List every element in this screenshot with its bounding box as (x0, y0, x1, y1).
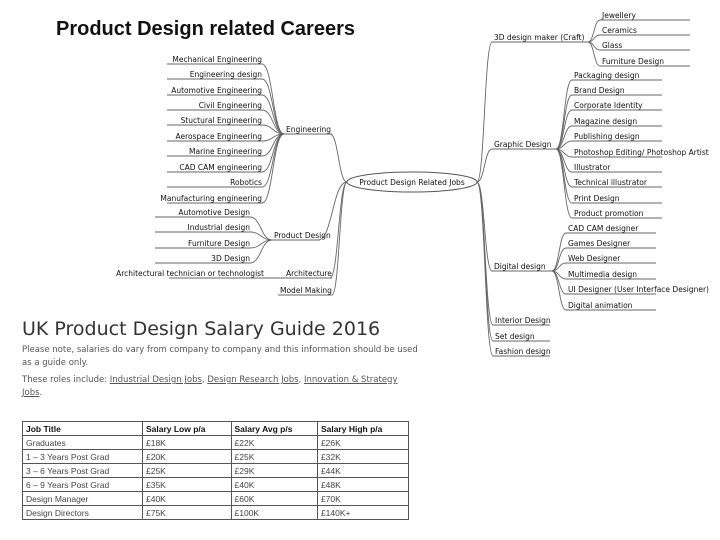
leaf-illustrator: Illustrator (574, 163, 611, 172)
table-cell: 1 – 3 Years Post Grad (23, 450, 143, 464)
connector-architecture (330, 182, 347, 278)
leaf-stuctural-engineering: Stuctural Engineering (180, 116, 262, 125)
leaf-furniture-design: Furniture Design (188, 239, 250, 248)
leaf-connector-mechanical-engineering (262, 64, 284, 134)
leaf-architectural-technician-or-technologist: Architectural technician or technologist (116, 269, 264, 278)
table-header-row (23, 422, 409, 436)
leaf-print-design: Print Design (574, 194, 620, 203)
leaf-magazine-design: Magazine design (574, 117, 638, 126)
table-cell: £40K (231, 478, 317, 492)
table-cell: £25K (142, 464, 231, 478)
leaf-ui-designer-user-interface-designer: UI Designer (User Interface Designer) (568, 285, 709, 294)
table-cell: Design Directors (23, 506, 143, 520)
table-cell: Graduates (23, 436, 143, 450)
column-header: Salary High p/a (317, 422, 408, 436)
leaf-web-designer: Web Designer (568, 254, 621, 263)
leaf-packaging-design: Packaging design (574, 71, 640, 80)
leaf-cad-cam-engineering: CAD CAM engineering (179, 163, 262, 172)
roles-note: These roles include: Industrial Design Jobs, Design Research Jobs, Innovation & Strategy Jobs. (22, 375, 398, 398)
salary-guide (22, 318, 420, 400)
table-cell: £140K+ (317, 506, 408, 520)
leaf-aerospace-engineering: Aerospace Engineering (175, 132, 262, 141)
leaf-ceramics: Ceramics (602, 26, 637, 35)
table-cell: £22K (231, 436, 317, 450)
table-cell: 6 – 9 Years Post Grad (23, 478, 143, 492)
leaf-connector-robotics (262, 134, 284, 187)
branch-interior-design: Interior Design (495, 316, 551, 325)
table-cell: 3 – 6 Years Post Grad (23, 464, 143, 478)
table-cell: £100K (231, 506, 317, 520)
leaf-publishing-design: Publishing design (574, 132, 640, 141)
table-row (23, 464, 409, 478)
table-cell: £35K (142, 478, 231, 492)
leaf-industrial-design: Industrial design (187, 223, 250, 232)
leaf-cad-cam-designer: CAD CAM designer (568, 224, 639, 233)
table-cell: £40K (142, 492, 231, 506)
column-header: Job Title (23, 422, 143, 436)
table-row (23, 450, 409, 464)
leaf-marine-engineering: Marine Engineering (189, 147, 262, 156)
design-research-jobs-link[interactable]: Design Research Jobs (207, 375, 299, 385)
table-cell: £60K (231, 492, 317, 506)
table-cell: £70K (317, 492, 408, 506)
connector-engineering (330, 134, 347, 182)
table-cell: £32K (317, 450, 408, 464)
branch-digital-design: Digital design (494, 262, 546, 271)
leaf-corporate-identity: Corporate Identity (574, 101, 643, 110)
leaf-multimedia-design: Multimedia design (568, 270, 637, 279)
table-cell: £75K (142, 506, 231, 520)
innovation-strategy-jobs-link[interactable]: Innovation & Strategy Jobs (22, 375, 398, 398)
leaf-engineering-design: Engineering design (189, 70, 262, 79)
table-cell: £25K (231, 450, 317, 464)
leaf-brand-design: Brand Design (574, 86, 625, 95)
leaf-digital-animation: Digital animation (568, 301, 633, 310)
leaf-manufacturing-engineering: Manufacturing engineering (160, 194, 262, 203)
leaf-3d-design: 3D Design (211, 254, 250, 263)
branch-product-design: Product Design (274, 231, 331, 240)
branch-model-making: Model Making (280, 286, 332, 295)
column-header: Salary Low p/a (142, 422, 231, 436)
leaf-connector-digital-animation (552, 271, 566, 310)
leaf-product-promotion: Product promotion (574, 209, 644, 218)
leaf-jewellery: Jewellery (602, 11, 636, 20)
table-row (23, 478, 409, 492)
branch-set-design: Set design (495, 332, 535, 341)
table-cell: £48K (317, 478, 408, 492)
table-row (23, 506, 409, 520)
branch-fashion-design: Fashion design (495, 347, 551, 356)
table-cell: £29K (231, 464, 317, 478)
branch-graphic-design: Graphic Design (494, 140, 552, 149)
leaf-games-designer: Games Designer (568, 239, 631, 248)
table-row (23, 436, 409, 450)
branch-architecture: Architecture (286, 269, 332, 278)
connector-model-making (332, 182, 347, 295)
table-cell: Design Manager (23, 492, 143, 506)
salary-guide-note: Please note, salaries do vary from company to company and this information should be used as a guide only. (22, 345, 418, 368)
branch-engineering: Engineering (286, 125, 331, 134)
leaf-automotive-design: Automotive Design (178, 208, 250, 217)
leaf-furniture-design: Furniture Design (602, 57, 664, 66)
connector-3d-design-maker-craft (477, 42, 492, 182)
table-cell: £44K (317, 464, 408, 478)
branch-3d-design-maker-craft: 3D design maker (Craft) (494, 33, 585, 42)
roles-prefix: These roles include: (22, 375, 108, 385)
leaf-connector-cad-cam-designer (552, 233, 566, 271)
industrial-design-jobs-link[interactable]: Industrial Design Jobs (109, 375, 202, 385)
leaf-glass: Glass (602, 41, 623, 50)
leaf-photoshop-editing-photoshop-artist: Photoshop Editing/ Photoshop Artist (574, 148, 709, 157)
leaf-civil-engineering: Civil Engineering (198, 101, 262, 110)
table-cell: £18K (142, 436, 231, 450)
leaf-mechanical-engineering: Mechanical Engineering (172, 55, 262, 64)
center-node-label: Product Design Related Jobs (359, 178, 465, 187)
table-cell: £26K (317, 436, 408, 450)
salary-table (22, 421, 409, 520)
column-header: Salary Avg p/s (231, 422, 317, 436)
leaf-automotive-engineering: Automotive Engineering (171, 86, 262, 95)
table-cell: £20K (142, 450, 231, 464)
page-title: Product Design related Careers (56, 18, 355, 40)
table-row (23, 492, 409, 506)
salary-guide-heading: UK Product Design Salary Guide 2016 (22, 318, 381, 340)
leaf-technical-illustrator: Technical illustrator (574, 178, 647, 187)
leaf-robotics: Robotics (230, 178, 262, 187)
